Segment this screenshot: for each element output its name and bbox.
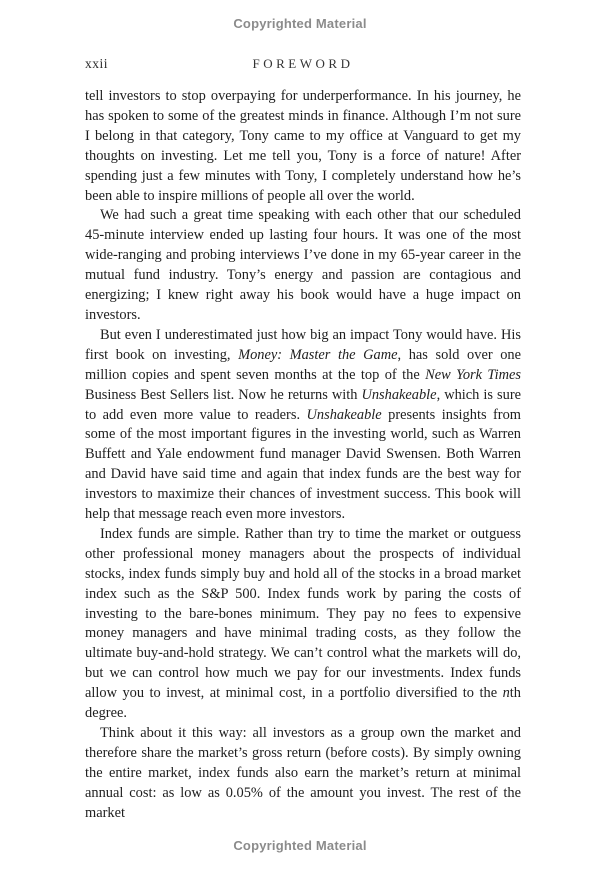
body-text: [85, 87, 521, 824]
page-number: xxii: [85, 56, 109, 71]
paragraph: [85, 326, 521, 525]
italic-text-run: Money: Master the Game: [238, 346, 398, 363]
text-run: Think about it this way: all investors as a group own the market and therefore share the market’s gross return (before costs). By simply owning the entire market, index funds also earn the market’s return at minimal annual cost: as low as 0.05% of the amount you invest. The rest of the market: [85, 725, 521, 821]
text-run: We had such a great time speaking with each other that our scheduled 45-minute interview ended up lasting four hours. It was one of the most wide-ranging and probing interviews I’ve done in my 65-year career in the mutual fund industry. Tony’s energy and passion are contagious and energizing; I knew right away his book would have a huge impact on investors.: [85, 207, 521, 323]
paragraph: [85, 87, 521, 206]
italic-text-run: Unshakeable: [361, 386, 437, 403]
text-run: presents insights from some of the most important figures in the investing world, such as Warren Buffett and Yale endowment fund manager David Swensen. Both Warren and David have said time and again that index funds are the best way for investors to maximize their chances of investment success. This book will help that message reach even more investors.: [85, 406, 521, 523]
text-run: tell investors to stop overpaying for underperformance. In his journey, he has spoken to some of the greatest minds in finance. Although I’m not sure I belong in that category, Tony came to my office at Vanguard to get my thoughts on investing. Let me tell you, Tony is a force of nature! After spending just a few minutes with Tony, I completely understand how he’s been able to inspire millions of people all over the world.: [85, 88, 521, 204]
page-header: [85, 56, 521, 72]
paragraph: [85, 724, 521, 824]
italic-text-run: n: [502, 685, 510, 702]
text-run: th degree.: [85, 685, 521, 722]
copyright-watermark-top: Copyrighted Material: [233, 16, 367, 31]
paragraph: [85, 525, 521, 724]
running-head-title: FOREWORD: [252, 56, 354, 71]
text-run: , has sold over one million copies and spent seven months at the top of the: [85, 346, 521, 383]
paragraph: [85, 206, 521, 325]
italic-text-run: New York Times: [425, 366, 522, 383]
text-run: Business Best Sellers list. Now he returns with: [85, 386, 362, 403]
text-run: , which is sure to add even more value to readers.: [85, 386, 521, 423]
text-run: But even I underestimated just how big an impact Tony would have. His first book on investing,: [85, 326, 521, 363]
text-run: Index funds are simple. Rather than try to time the market or outguess other professional money managers about the prospects of individual stocks, index funds simply buy and hold all of the stocks in a broad market index such as the S&P 500. Index funds work by paring the costs of investing to the bare-bones minimum. They pay no fees to expensive money managers and have minimal trading costs, as they follow the ultimate buy-and-hold strategy. We can’t control what the markets will do, but we can control how much we pay for our investments. Index funds allow you to invest, at minimal cost, in a portfolio diversified to the: [85, 525, 521, 702]
italic-text-run: Unshakeable: [306, 406, 382, 423]
copyright-watermark-bottom: Copyrighted Material: [233, 838, 367, 853]
